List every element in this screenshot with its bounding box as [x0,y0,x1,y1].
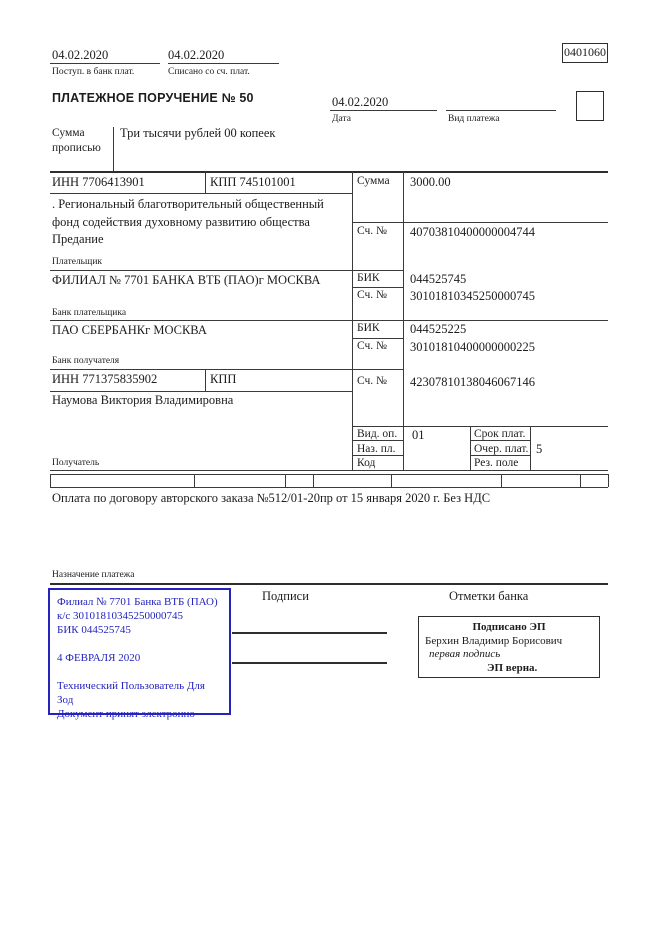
stamp-line: Зод [57,694,74,706]
purpose-text: Оплата по договору авторского заказа №512/01-20пр от 15 января 2020 г. Без НДС [52,491,491,505]
payee-bank-account-label: Сч. № [357,340,388,352]
payee-inn: ИНН 771375835902 [52,372,158,386]
esign-valid-text: ЭП верна. [487,661,538,674]
payer-name: . Региональный благотворительный общественный фонд содействия духовному развитию общества Предание [52,197,324,246]
received-date: 04.02.2020 [52,48,109,62]
table-line [50,391,352,392]
pay-term-label: Срок плат. [474,428,526,440]
payment-kind-label: Вид платежа [448,114,500,124]
payer-account: 40703810400000004744 [410,225,535,239]
signature-line [232,662,387,664]
payee-account: 42307810138046067146 [410,375,535,389]
payee-bank-bik: 044525225 [410,322,467,336]
cell-divider [313,474,314,487]
payee-bank-account: 30101810400000000225 [410,340,535,354]
table-line [50,369,403,370]
cell-divider [580,474,581,487]
payer-bank-account: 30101810345250000745 [410,289,535,303]
debited-date-label: Списано со сч. плат. [168,67,250,77]
cell-divider [194,474,195,487]
purpose-label: Назначение платежа [52,570,135,580]
payee-name: Наумова Виктория Владимировна [52,393,234,407]
esign-signer-name: Берхин Владимир Борисович [425,634,563,647]
cell-divider [50,474,51,487]
stamp-line: Филиал № 7701 Банка ВТБ (ПАО) [57,596,218,608]
table-line [50,270,403,271]
amount-value: 3000.00 [410,175,451,189]
table-line [352,222,608,223]
payee-kpp: КПП [210,372,237,386]
inn-kpp-divider [205,369,206,391]
payer-inn: ИНН 7706413901 [52,175,145,189]
table-line [50,470,608,471]
reserve-field-label: Рез. поле [474,457,519,469]
debited-date-underline [168,63,279,64]
document-title: ПЛАТЕЖНОЕ ПОРУЧЕНИЕ № 50 [52,91,254,105]
payer-bank-bik: 044525745 [410,272,467,286]
bank-marks-label: Отметки банка [449,589,529,603]
payer-bank-label: Банк плательщика [52,308,127,318]
purpose-kind-label: Наз. пл. [357,443,396,455]
table-column-line [470,426,471,470]
table-line [470,440,530,441]
signatures-label: Подписи [262,589,309,603]
received-date-label: Поступ. в банк плат. [52,67,135,77]
cell-divider [391,474,392,487]
form-code: 0401060 [564,45,606,59]
stamp-line: 4 ФЕВРАЛЯ 2020 [57,652,141,664]
esign-sign-kind: первая подпись [429,648,501,660]
table-line [352,455,403,456]
cell-divider [608,474,609,487]
table-line [470,455,530,456]
table-line [352,287,403,288]
received-date-underline [50,63,160,64]
payment-kind-underline [446,110,556,111]
payer-kpp: КПП 745101001 [210,175,296,189]
stamp-line: БИК 044525745 [57,624,131,636]
cell-divider [285,474,286,487]
payee-bank-bik-label: БИК [357,322,380,334]
payer-bank-bik-label: БИК [357,272,380,284]
payer-bank-account-label: Сч. № [357,289,388,301]
signature-line [232,632,387,634]
esign-box [418,616,600,678]
cells-row-bottom [50,487,608,488]
purpose-underline [50,583,608,585]
amount-words: Три тысячи рублей 00 копеек [120,126,276,140]
amount-words-label: Сумма прописью [52,127,101,154]
stamp-line [57,637,222,651]
debited-date: 04.02.2020 [168,48,225,62]
payee-label: Получатель [52,458,100,468]
table-line [352,440,403,441]
table-line [50,193,352,194]
stamp-line: Документ принят электронно [57,708,195,720]
payee-bank-name: ПАО СБЕРБАНКг МОСКВА [52,323,207,337]
payee-account-label: Сч. № [357,375,388,387]
esign-signed-title: Подписано ЭП [472,621,546,633]
op-kind-value: 01 [412,428,425,442]
cell-divider [501,474,502,487]
pay-order-value: 5 [536,442,543,456]
stamp-line: к/с 30101810345250000745 [57,610,184,622]
stamp-line: Технический Пользователь Для [57,680,205,692]
table-line [352,338,403,339]
payee-bank-label: Банк получателя [52,356,120,366]
table-top-line [50,171,608,173]
table-column-line [530,426,531,470]
stamp-line [57,665,222,679]
document-date: 04.02.2020 [332,95,389,109]
payer-account-label: Сч. № [357,225,388,237]
pay-order-label: Очер. плат. [474,443,529,455]
amount-words-divider [113,127,114,171]
payer-label: Плательщик [52,257,103,267]
amount-label: Сумма [357,175,390,187]
inn-kpp-divider [205,171,206,193]
code-label: Код [357,457,376,469]
cells-row-top [50,474,608,475]
document-date-label: Дата [332,114,351,124]
payment-kind-box [576,91,604,121]
document-date-underline [330,110,437,111]
op-kind-label: Вид. оп. [357,428,398,440]
payer-bank-name: ФИЛИАЛ № 7701 БАНКА ВТБ (ПАО)г МОСКВА [52,273,321,287]
form-code-box [562,43,608,63]
table-line [50,320,608,321]
table-line [352,426,608,427]
bank-stamp [48,588,231,720]
